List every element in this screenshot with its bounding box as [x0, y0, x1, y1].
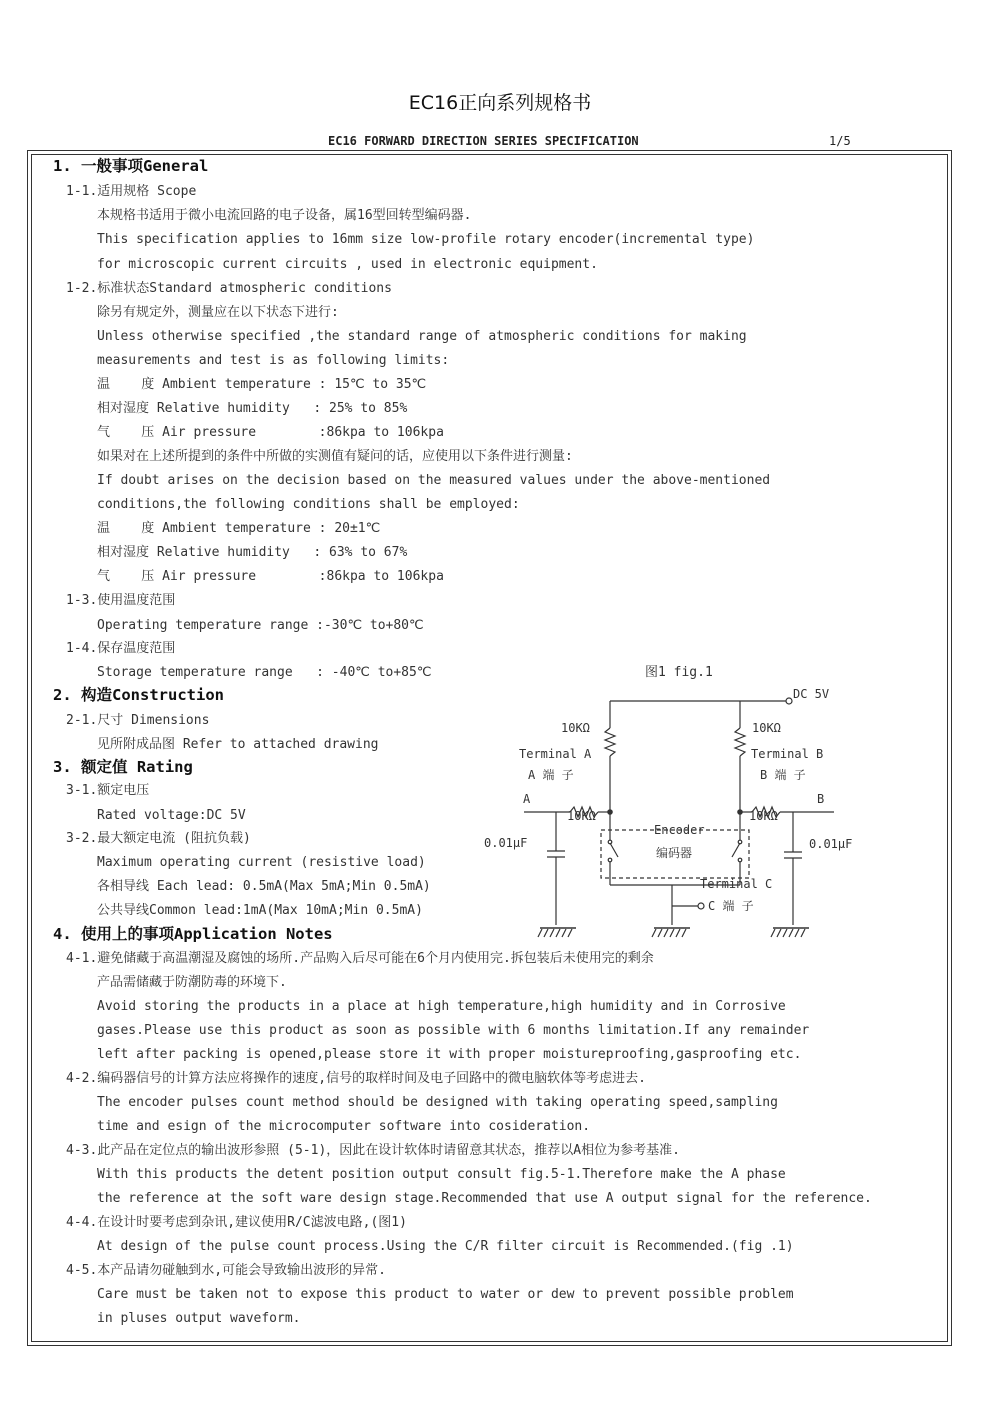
terminal-b-label: Terminal B	[751, 747, 824, 761]
spec-line: 气 压 Air pressure :86kpa to 106kpa	[97, 569, 444, 584]
terminal-a-label: Terminal A	[519, 747, 592, 761]
resistor-a	[605, 728, 615, 756]
cap-a-label: 0.01μF	[484, 836, 528, 850]
spec-line: 气 压 Air pressure :86kpa to 106kpa	[97, 425, 444, 440]
spec-line: time and esign of the microcomputer software into cosideration.	[97, 1119, 591, 1134]
spec-line: 产品需储藏于防潮防毒的环境下.	[97, 975, 287, 990]
spec-line: 图1 fig.1	[645, 665, 713, 680]
section-heading: 2. 构造Construction	[53, 686, 224, 704]
spec-line: 相对湿度 Relative humidity : 25% to 85%	[97, 401, 408, 416]
spec-line: 1-4.保存温度范围	[66, 641, 176, 656]
encoder-label: Encoder	[654, 823, 705, 837]
spec-line: gases.Please use this product as soon as possible with 6 months limitation.If any remainder	[97, 1023, 810, 1038]
spec-line: 除另有规定外，测量应在以下状态下进行:	[97, 305, 339, 320]
terminal-c-cn: C 端 子	[708, 899, 754, 913]
spec-line: At design of the pulse count process.Using the C/R filter circuit is Recommended.(fig .1)	[97, 1239, 794, 1254]
spec-line: 本规格书适用于微小电流回路的电子设备，属16型回转型编码器.	[97, 208, 472, 223]
encoder-cn-label: 编码器	[656, 846, 693, 860]
page-number: 1/5	[829, 134, 851, 148]
spec-line: 4-3.此产品在定位点的输出波形参照 (5-1)，因此在设计软体时请留意其状态，推荐以A相位为参考基准.	[66, 1143, 680, 1158]
res-a2-label: 10KΩ	[567, 809, 596, 823]
section-heading: 4. 使用上的事项Application Notes	[53, 925, 333, 943]
spec-line: 如果对在上述所提到的条件中所做的实测值有疑问的话，应使用以下条件进行测量:	[97, 449, 573, 464]
spec-line: Avoid storing the products in a place at high temperature,high humidity and in Corrosive	[97, 999, 786, 1014]
spec-line: 4-5.本产品请勿碰触到水,可能会导致输出波形的异常.	[66, 1263, 386, 1278]
spec-line: measurements and test is as following limits:	[97, 353, 450, 368]
vcc-terminal	[786, 698, 792, 704]
switch-b	[732, 843, 740, 857]
spec-line: 公共导线Common lead:1mA(Max 10mA;Min 0.5mA)	[97, 903, 423, 918]
output-a-label: A	[523, 792, 531, 806]
spec-line: 见所附成品图 Refer to attached drawing	[97, 737, 379, 752]
spec-line: left after packing is opened,please store it with proper moistureproofing,gasproofing etc.	[97, 1047, 802, 1062]
resistor-b	[735, 728, 745, 756]
spec-line: Maximum operating current (resistive load)	[97, 855, 426, 870]
spec-line: Rated voltage:DC 5V	[97, 808, 246, 823]
spec-line: conditions,the following conditions shall be employed:	[97, 497, 520, 512]
spec-line: The encoder pulses count method should be designed with taking operating speed,sampling	[97, 1095, 778, 1110]
terminal-c-label: Terminal C	[700, 877, 773, 891]
spec-line: the reference at the soft ware design stage.Recommended that use A output signal for the reference.	[97, 1191, 872, 1206]
spec-line: 1-2.标准状态Standard atmospheric conditions	[66, 281, 392, 296]
spec-line: 3-1.额定电压	[66, 783, 150, 798]
spec-line: Storage temperature range : -40℃ to+85℃	[97, 665, 432, 680]
res-a-label: 10KΩ	[561, 721, 590, 735]
cap-b-label: 0.01μF	[809, 837, 853, 851]
spec-line: 1-3.使用温度范围	[66, 593, 176, 608]
section-heading: 3. 额定值 Rating	[53, 758, 193, 776]
spec-line: 3-2.最大额定电流 (阻抗负载)	[66, 831, 251, 846]
switch-a	[610, 843, 618, 857]
spec-line: in pluses output waveform.	[97, 1311, 301, 1326]
spec-line: 温 度 Ambient temperature : 15℃ to 35℃	[97, 377, 427, 392]
doc-subtitle: EC16 FORWARD DIRECTION SERIES SPECIFICATION	[328, 134, 639, 148]
spec-line: 4-1.避免储藏于高温潮湿及腐蚀的场所.产品购入后尽可能在6个月内使用完.拆包装后未使用完的剩余	[66, 951, 654, 966]
dc-5v-label: DC 5V	[793, 687, 830, 701]
spec-line: With this products the detent position output consult fig.5-1.Therefore make the A phase	[97, 1167, 786, 1182]
output-b-label: B	[817, 792, 825, 806]
spec-line: Operating temperature range :-30℃ to+80℃	[97, 618, 424, 633]
doc-title: EC16正向系列规格书	[408, 92, 592, 114]
terminal-b-cn: B 端 子	[760, 768, 806, 782]
res-b-label: 10KΩ	[752, 721, 781, 735]
spec-line: 4-4.在设计时要考虑到杂讯,建议使用R/C滤波电路,(图1)	[66, 1215, 407, 1230]
section-heading: 1. 一般事项General	[53, 157, 209, 175]
spec-line: Unless otherwise specified ,the standard range of atmospheric conditions for making	[97, 329, 747, 344]
res-b2-label: 10KΩ	[749, 809, 778, 823]
spec-line: 各相导线 Each lead: 0.5mA(Max 5mA;Min 0.5mA)	[97, 879, 431, 894]
terminal-c-node	[698, 903, 704, 909]
spec-line: This specification applies to 16mm size low-profile rotary encoder(incremental type)	[97, 232, 755, 247]
spec-line: for microscopic current circuits , used in electronic equipment.	[97, 257, 598, 272]
spec-line: Care must be taken not to expose this product to water or dew to prevent possible problem	[97, 1287, 794, 1302]
spec-line: 1-1.适用规格 Scope	[66, 184, 197, 199]
spec-line: 相对湿度 Relative humidity : 63% to 67%	[97, 545, 408, 560]
spec-line: 2-1.尺寸 Dimensions	[66, 713, 210, 728]
spec-line: 4-2.编码器信号的计算方法应将操作的速度,信号的取样时间及电子回路中的微电脑软体等考虑进去.	[66, 1071, 646, 1086]
terminal-a-cn: A 端 子	[528, 768, 574, 782]
spec-line: If doubt arises on the decision based on the measured values under the above-mentioned	[97, 473, 771, 488]
spec-line: 温 度 Ambient temperature : 20±1℃	[97, 521, 381, 536]
